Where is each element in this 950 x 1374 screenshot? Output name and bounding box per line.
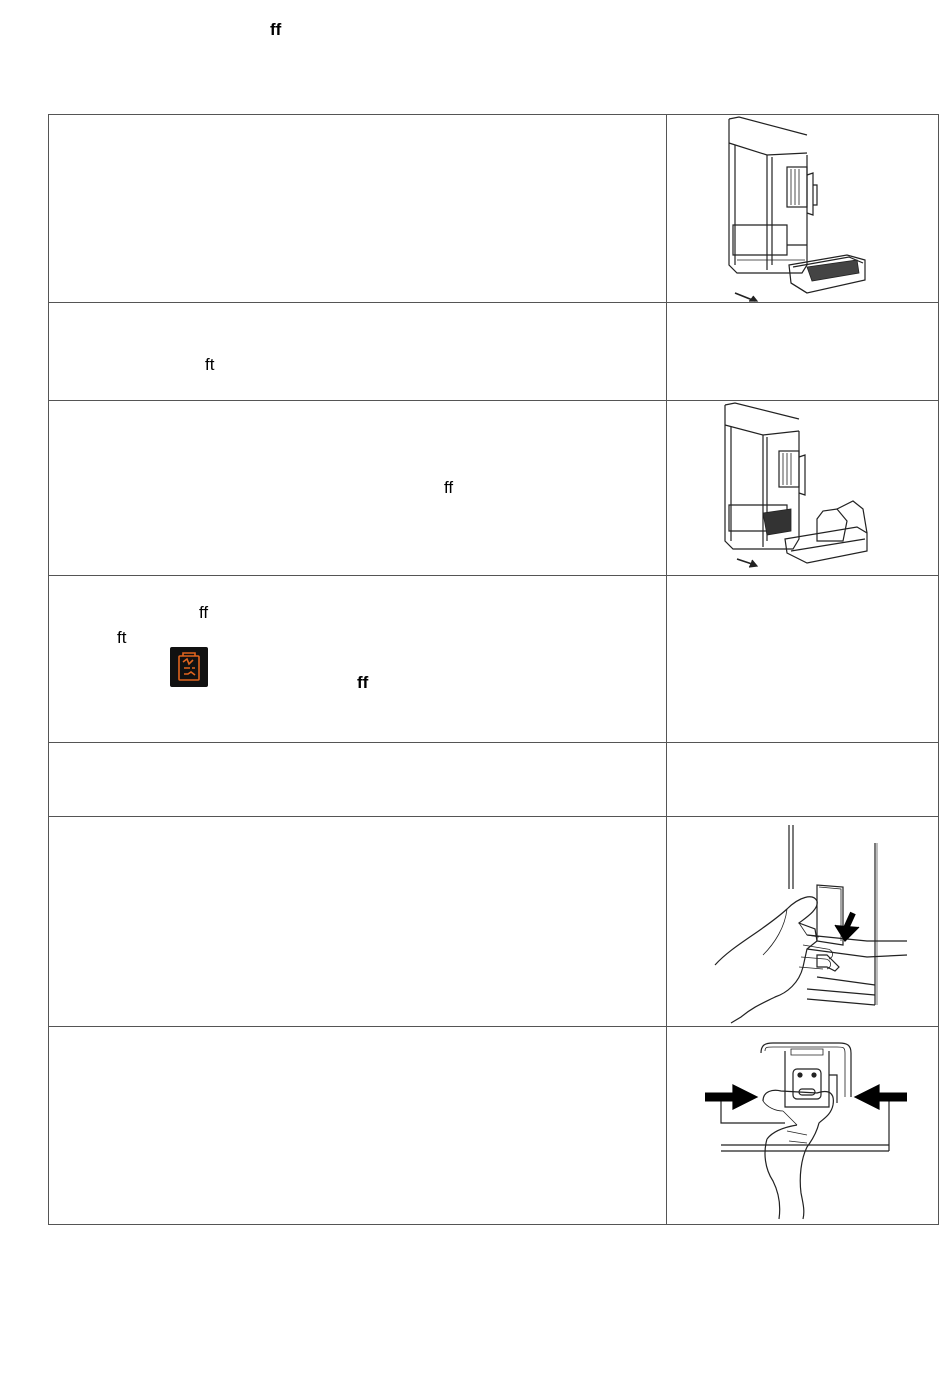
machine-drip-tray-removal-illustration [667, 115, 939, 302]
instruction-text-cell [49, 401, 667, 576]
instruction-text-cell [49, 303, 667, 401]
illustration-cell [667, 743, 939, 817]
instruction-row [49, 401, 939, 576]
ligature-fragment: ff [199, 603, 209, 622]
instruction-text-cell [49, 743, 667, 817]
illustration-cell [667, 115, 939, 303]
instruction-text-cell [49, 115, 667, 303]
grounds-container-status-icon [170, 647, 208, 687]
instruction-text-cell [49, 817, 667, 1027]
ligature-fragment: ff [444, 478, 454, 497]
heading-ligature-fragment: ff [270, 20, 282, 39]
instruction-row [49, 743, 939, 817]
hand-squeezing-brew-unit-illustration [667, 1027, 939, 1224]
illustration-cell [667, 401, 939, 576]
instruction-text-cell [49, 576, 667, 743]
hand-opening-service-door-illustration [667, 817, 939, 1026]
illustration-cell [667, 1027, 939, 1225]
illustration-cell [667, 303, 939, 401]
instruction-row [49, 576, 939, 743]
ligature-fragment: ff [357, 673, 369, 692]
instruction-row [49, 817, 939, 1027]
instruction-text-cell [49, 1027, 667, 1225]
ligature-fragment: ft [117, 628, 127, 647]
instruction-row [49, 115, 939, 303]
instruction-row [49, 1027, 939, 1225]
illustration-cell [667, 576, 939, 743]
instruction-row [49, 303, 939, 401]
instruction-table [48, 114, 939, 1225]
illustration-cell [667, 817, 939, 1027]
machine-grounds-container-removal-illustration [667, 401, 939, 575]
ligature-fragment: ft [205, 355, 215, 374]
